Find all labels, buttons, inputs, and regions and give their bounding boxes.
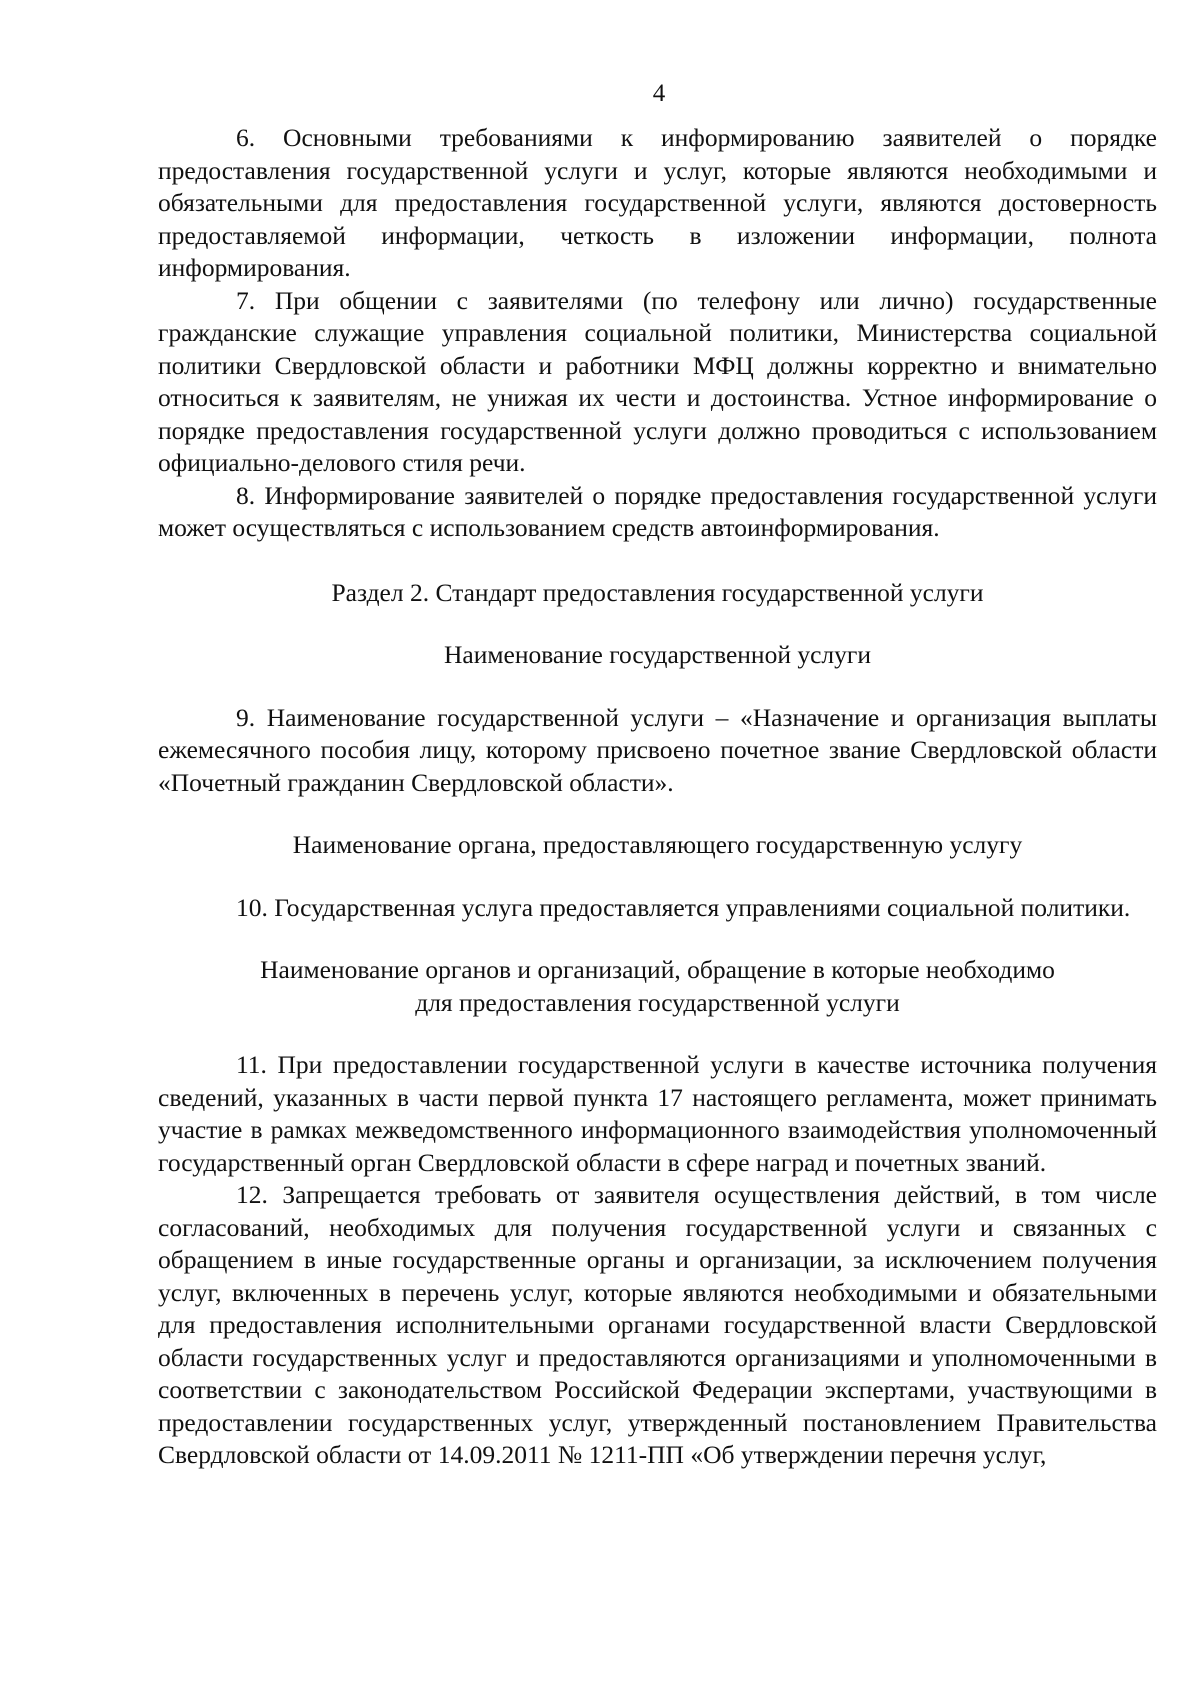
organizations-heading-line-1: Наименование органов и организаций, обращение в которые необходимо — [260, 955, 1055, 984]
service-body-heading: Наименование органа, предоставляющего государственную услугу — [292, 830, 1023, 859]
document-body — [158, 122, 1157, 1472]
organizations-heading-line-2: для предоставления государственной услуги — [415, 987, 900, 1017]
paragraph-7: 7. При общении с заявителями (по телефону или лично) государственные гражданские служащие управления социальной политики, Министерства социальной политики Свердловской области и работники МФЦ должны корректно и внимательно относиться к заявителям, не унижая их чести и достоинства. Устное информирование о порядке предоставления государственной услуги должно проводиться с использованием официально-делового стиля речи. — [158, 285, 1157, 477]
paragraph-12: 12. Запрещается требовать от заявителя осуществления действий, в том числе согласований, необходимых для получения государственной услуги и связанных с обращением в иные государственные органы и организации, за исключением получения услуг, включенных в перечень услуг, которые являются необходимыми и обязательными для предоставления исполнительными органами государственной власти Свердловской области государственных услуг и предоставляются организациями и уполномоченными в соответствии с законодательством Российской Федерации экспертами, участвующими в предоставлении государственных услуг, утвержденный постановлением Правительства Свердловской области от 14.09.2011 № 1211-ПП «Об утверждении перечня услуг, — [158, 1180, 1157, 1469]
service-name-heading: Наименование государственной услуги — [443, 640, 871, 669]
paragraph-9: 9. Наименование государственной услуги – «Назначение и организация выплаты ежемесячного пособия лицу, которому присвоено почетное звание Свердловской области «Почетный гражданин Свердловской области». — [158, 702, 1157, 797]
paragraph-11: 11. При предоставлении государственной услуги в качестве источника получения сведений, указанных в части первой пункта 17 настоящего регламента, может принимать участие в рамках межведомственного информационного взаимодействия уполномоченный государственный орган Свердловской области в сфере наград и почетных званий. — [158, 1050, 1157, 1177]
section-2-heading: Раздел 2. Стандарт предоставления государственной услуги — [331, 577, 984, 607]
organizations-heading — [158, 954, 1157, 1019]
paragraph-8: 8. Информирование заявителей о порядке предоставления государственной услуги может осуществляться с использованием средств автоинформирования. — [158, 480, 1157, 542]
page-number: 4 — [652, 80, 666, 107]
paragraph-10: 10. Государственная услуга предоставляется управлениями социальной политики. — [236, 892, 1131, 922]
paragraph-6: 6. Основными требованиями к информированию заявителей о порядке предоставления государственной услуги и услуг, которые являются необходимыми и обязательными для предоставления государственной услуги, являются достоверность предоставляемой информации, четкость в изложении информации, полнота информирования. — [158, 123, 1157, 282]
